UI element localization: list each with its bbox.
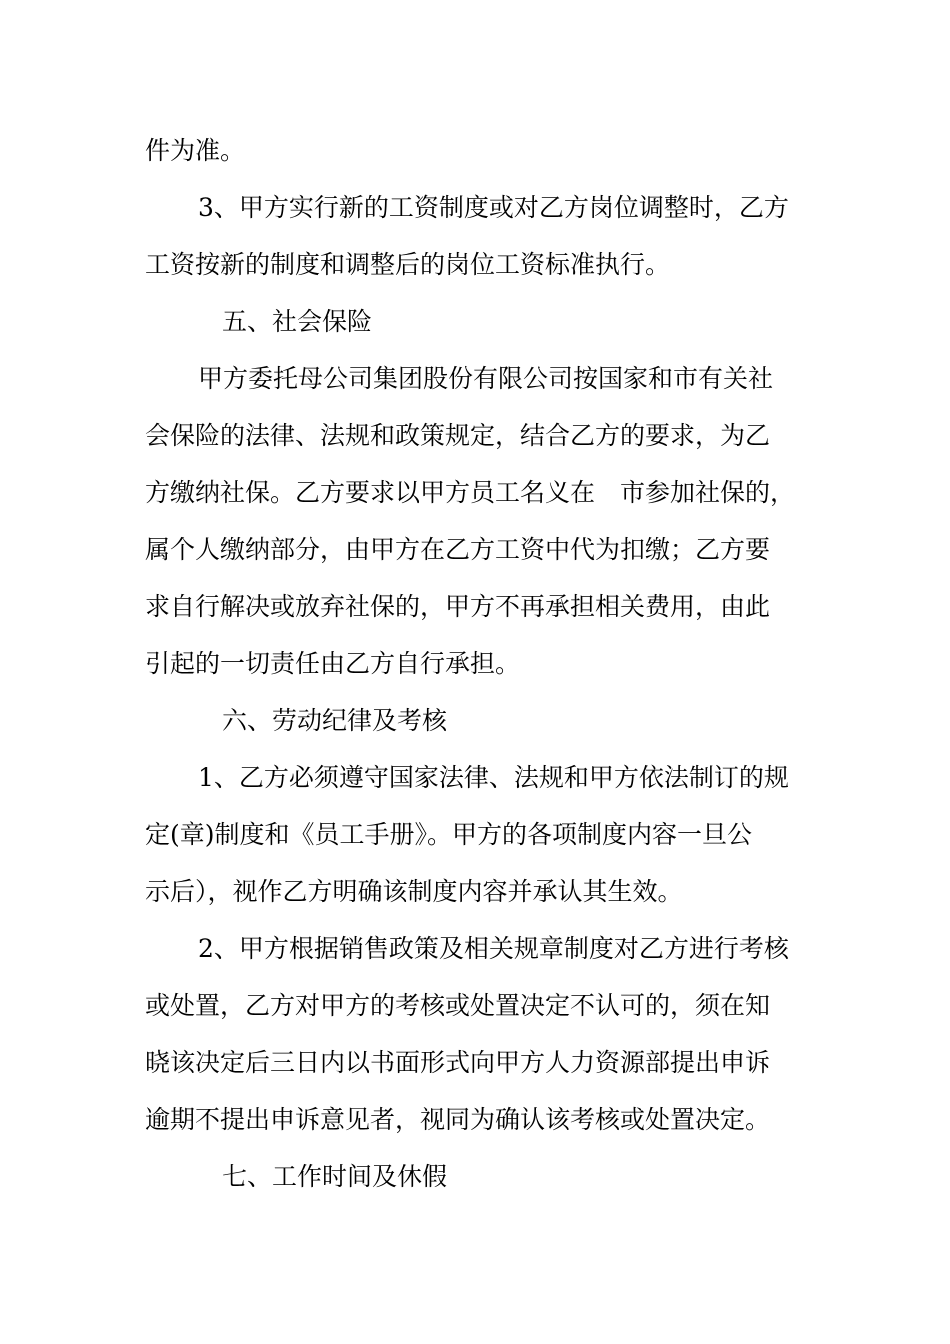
text-line: 甲方委托母公司集团股份有限公司按国家和市有关社 bbox=[198, 364, 774, 393]
section-heading: 五、社会保险 bbox=[222, 307, 373, 336]
text-line: 示后），视作乙方明确该制度内容并承认其生效。 bbox=[145, 877, 683, 906]
text-line: 件为准。 bbox=[145, 136, 246, 165]
text-line: 会保险的法律、法规和政策规定，结合乙方的要求，为乙 bbox=[145, 421, 771, 450]
text-line: 方缴纳社保。乙方要求以甲方员工名义在 市参加社保的， bbox=[145, 478, 796, 507]
text-line: 3、甲方实行新的工资制度或对乙方岗位调整时，乙方 bbox=[198, 193, 789, 222]
text-line: 工资按新的制度和调整后的岗位工资标准执行。 bbox=[145, 250, 671, 279]
text-line: 属个人缴纳部分，由甲方在乙方工资中代为扣缴；乙方要 bbox=[145, 535, 771, 564]
text-line: 晓该决定后三日内以书面形式向甲方人力资源部提出申诉 bbox=[145, 1048, 771, 1077]
text-line: 定(章)制度和《员工手册》。甲方的各项制度内容一旦公 bbox=[145, 820, 753, 849]
text-line: 求自行解决或放弃社保的，甲方不再承担相关费用，由此 bbox=[145, 592, 771, 621]
text-line: 1、乙方必须遵守国家法律、法规和甲方依法制订的规 bbox=[198, 763, 789, 792]
text-line: 2、甲方根据销售政策及相关规章制度对乙方进行考核 bbox=[198, 934, 789, 963]
text-line: 或处置，乙方对甲方的考核或处置决定不认可的，须在知 bbox=[145, 991, 771, 1020]
section-heading: 七、工作时间及休假 bbox=[222, 1162, 448, 1191]
section-heading: 六、劳动纪律及考核 bbox=[222, 706, 448, 735]
text-line: 引起的一切责任由乙方自行承担。 bbox=[145, 649, 521, 678]
text-line: 逾期不提出申诉意见者，视同为确认该考核或处置决定。 bbox=[145, 1105, 771, 1134]
